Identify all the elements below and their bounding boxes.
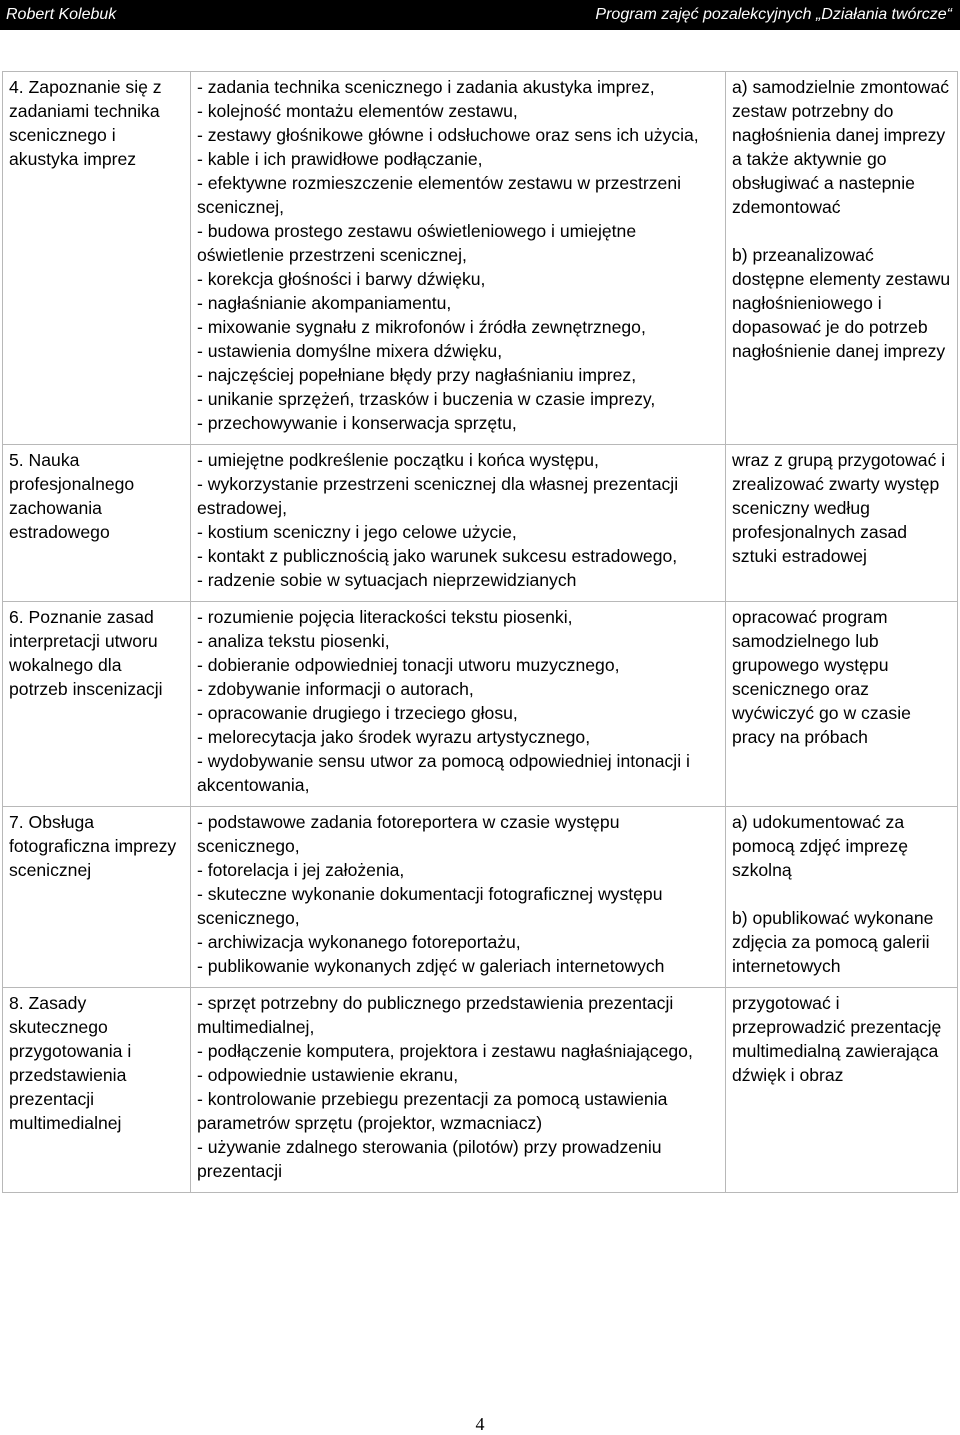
table-row bbox=[3, 807, 958, 988]
content-line: - publikowanie wykonanych zdjęć w galeriach internetowych bbox=[197, 956, 665, 976]
table-row bbox=[3, 445, 958, 602]
program-table bbox=[2, 71, 958, 1193]
content-line: - używanie zdalnego sterowania (pilotów) przy prowadzeniu prezentacji bbox=[197, 1137, 662, 1181]
content-line: - ustawienia domyślne mixera dźwięku, bbox=[197, 341, 503, 361]
content-line: - zestawy głośnikowe główne i odsłuchowe oraz sens ich użycia, bbox=[197, 125, 699, 145]
header-author: Robert Kolebuk bbox=[6, 6, 117, 23]
effect-item: a) udokumentować za pomocą zdjęć imprezę szkolną bbox=[732, 812, 909, 880]
content-line: - najczęściej popełniane błędy przy nagłaśnianiu imprez, bbox=[197, 365, 637, 385]
content-line: - kable i ich prawidłowe podłączanie, bbox=[197, 149, 483, 169]
content-line: - podłączenie komputera, projektora i zestawu nagłaśniającego, bbox=[197, 1041, 693, 1061]
content-line: - melorecytacja jako środek wyrazu artystycznego, bbox=[197, 727, 591, 747]
table-row bbox=[3, 602, 958, 807]
content-line: - kolejność montażu elementów zestawu, bbox=[197, 101, 518, 121]
content-line: - zadania technika scenicznego i zadania akustyka imprez, bbox=[197, 77, 655, 97]
content-line: - efektywne rozmieszczenie elementów zestawu w przestrzeni scenicznej, bbox=[197, 173, 682, 217]
topic-label: 6. Poznanie zasad interpretacji utworu wokalnego dla potrzeb inscenizacji bbox=[9, 607, 163, 699]
content-cell bbox=[191, 988, 726, 1193]
content-line: - rozumienie pojęcia literackości tekstu piosenki, bbox=[197, 607, 573, 627]
content-cell bbox=[191, 445, 726, 602]
content-line: - dobieranie odpowiedniej tonacji utworu muzycznego, bbox=[197, 655, 620, 675]
content-line: - umiejętne podkreślenie początku i końca występu, bbox=[197, 450, 599, 470]
effect-spacer bbox=[732, 882, 951, 906]
content-line: - przechowywanie i konserwacja sprzętu, bbox=[197, 413, 517, 433]
topic-label: 8. Zasady skutecznego przygotowania i przedstawienia prezentacji multimedialnej bbox=[9, 993, 132, 1133]
topic-cell bbox=[3, 445, 191, 602]
topic-cell bbox=[3, 72, 191, 445]
content-line: - budowa prostego zestawu oświetleniowego i umiejętne oświetlenie przestrzeni scenicznej, bbox=[197, 221, 637, 265]
content-line: - radzenie sobie w sytuacjach nieprzewidzianych bbox=[197, 570, 577, 590]
effect-cell bbox=[726, 807, 958, 988]
content-line: - skuteczne wykonanie dokumentacji fotograficznej występu scenicznego, bbox=[197, 884, 663, 928]
content-cell bbox=[191, 807, 726, 988]
content-line: - podstawowe zadania fotoreportera w czasie występu scenicznego, bbox=[197, 812, 620, 856]
topic-cell bbox=[3, 807, 191, 988]
effect-item: a) samodzielnie zmontować zestaw potrzebny do nagłośnienia danej imprezy a także aktywnie go obsługiwać a nastepnie zdemontować bbox=[732, 77, 950, 217]
content-line: - unikanie sprzężeń, trzasków i buczenia w czasie imprezy, bbox=[197, 389, 656, 409]
effect-cell bbox=[726, 988, 958, 1193]
content-line: - sprzęt potrzebny do publicznego przedstawienia prezentacji multimedialnej, bbox=[197, 993, 674, 1037]
effect-item: wraz z grupą przygotować i zrealizować zwarty występ sceniczny według profesjonalnych zasad sztuki estradowej bbox=[732, 450, 946, 566]
content-line: - odpowiednie ustawienie ekranu, bbox=[197, 1065, 459, 1085]
table-row bbox=[3, 988, 958, 1193]
topic-label: 5. Nauka profesjonalnego zachowania estradowego bbox=[9, 450, 135, 542]
topic-label: 7. Obsługa fotograficzna imprezy scenicznej bbox=[9, 812, 177, 880]
effect-item: przygotować i przeprowadzić prezentację multimedialną zawierająca dźwięk i obraz bbox=[732, 993, 942, 1085]
content-line: - archiwizacja wykonanego fotoreportażu, bbox=[197, 932, 521, 952]
effect-cell bbox=[726, 602, 958, 807]
effect-cell bbox=[726, 445, 958, 602]
effect-item: b) opublikować wykonane zdjęcia za pomocą galerii internetowych bbox=[732, 908, 934, 976]
content-line: - wydobywanie sensu utwor za pomocą odpowiedniej intonacji i akcentowania, bbox=[197, 751, 690, 795]
page-number: 4 bbox=[475, 1414, 485, 1434]
content-line: - kontakt z publicznością jako warunek sukcesu estradowego, bbox=[197, 546, 678, 566]
content-line: - wykorzystanie przestrzeni scenicznej dla własnej prezentacji estradowej, bbox=[197, 474, 679, 518]
effect-spacer bbox=[732, 219, 951, 243]
content-line: - mixowanie sygnału z mikrofonów i źródła zewnętrznego, bbox=[197, 317, 646, 337]
topic-cell bbox=[3, 602, 191, 807]
content-cell bbox=[191, 602, 726, 807]
content-cell bbox=[191, 72, 726, 445]
content-line: - zdobywanie informacji o autorach, bbox=[197, 679, 474, 699]
content-line: - korekcja głośności i barwy dźwięku, bbox=[197, 269, 486, 289]
content-line: - nagłaśnianie akompaniamentu, bbox=[197, 293, 452, 313]
header-program-title: Program zajęć pozalekcyjnych „Działania twórcze“ bbox=[595, 6, 952, 23]
effect-item: b) przeanalizować dostępne elementy zestawu nagłośnieniowego i dopasować je do potrzeb nagłośnienie danej imprezy bbox=[732, 245, 951, 361]
topic-cell bbox=[3, 988, 191, 1193]
content-line: - analiza tekstu piosenki, bbox=[197, 631, 390, 651]
content-line: - kostium sceniczny i jego celowe użycie, bbox=[197, 522, 517, 542]
content-line: - kontrolowanie przebiegu prezentacji za pomocą ustawienia parametrów sprzętu (projektor, wzmacniacz) bbox=[197, 1089, 668, 1133]
content-line: - opracowanie drugiego i trzeciego głosu, bbox=[197, 703, 518, 723]
topic-label: 4. Zapoznanie się z zadaniami technika scenicznego i akustyka imprez bbox=[9, 77, 162, 169]
effect-item: opracować program samodzielnego lub grupowego występu scenicznego oraz wyćwiczyć go w czasie pracy na próbach bbox=[732, 607, 911, 747]
table-row bbox=[3, 72, 958, 445]
content-line: - fotorelacja i jej założenia, bbox=[197, 860, 405, 880]
page-header bbox=[0, 0, 960, 30]
effect-cell bbox=[726, 72, 958, 445]
